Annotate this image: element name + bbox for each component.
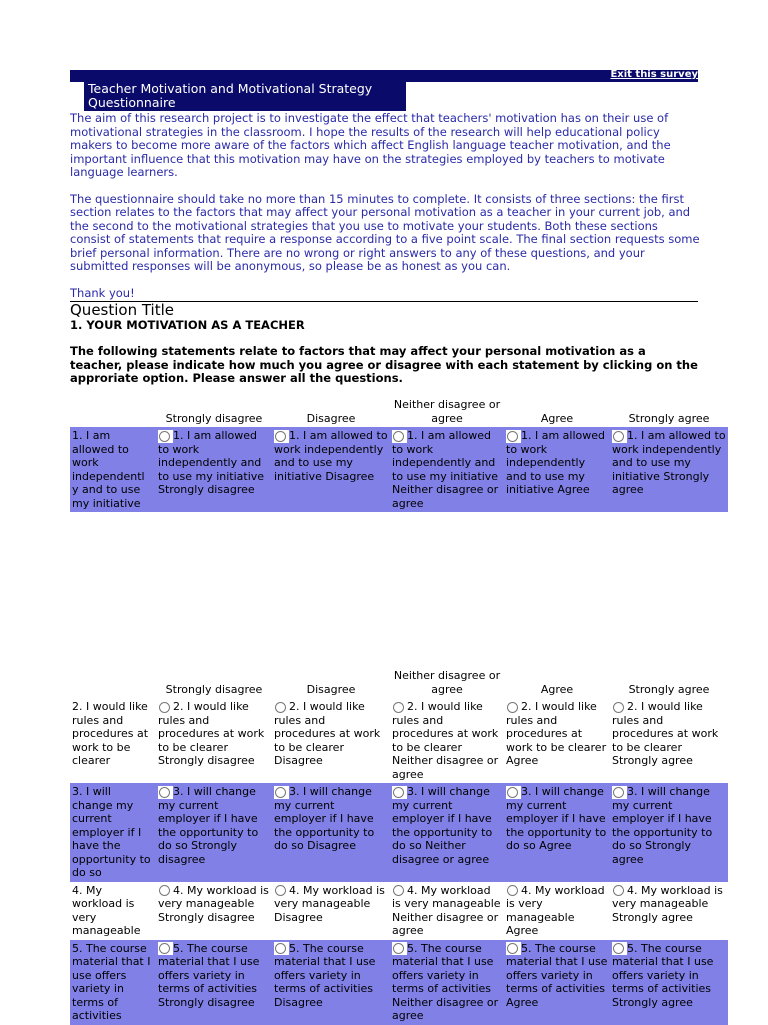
option-label: 1. I am allowed to work independently and to use my initiative Agree: [506, 429, 606, 496]
option-label: 4. My workload is very manageable Strongly agree: [612, 883, 723, 924]
scale-header: Agree: [540, 411, 574, 425]
option-label: 5. The course material that I use offers variety in terms of activities Disagree: [274, 941, 376, 1009]
radio-wrapper: [506, 430, 521, 443]
answer-option[interactable]: [610, 783, 728, 882]
intro-paragraph-1: The aim of this research project is to investigate the effect that teachers' motivation has on their use of motivational strategies in the classroom. I hope the results of the research will help educational policy makers to become more aware of the factors which affect English language teacher motivation, and the important influence that this motivation may have on the strategies employed by teachers to motivate language learners.: [70, 111, 671, 179]
radio-button[interactable]: [393, 431, 404, 442]
radio-button[interactable]: [507, 787, 518, 798]
scale-header: Strongly agree: [628, 411, 710, 425]
answer-option[interactable]: [272, 940, 390, 1025]
option-label: 4. My workload is very manageable Neither disagree or agree: [392, 883, 501, 937]
scale-header: Agree: [540, 682, 574, 696]
radio-button[interactable]: [159, 943, 170, 954]
option-label: 2. I would like rules and procedures at work to be clearer Disagree: [274, 700, 381, 767]
option-label: 1. I am allowed to work independently and to use my initiative Strongly agree: [612, 429, 726, 496]
answer-option[interactable]: [390, 698, 504, 783]
question-row: [70, 698, 728, 783]
option-label: 3. I will change my current employer if I have the opportunity to do so Strongly agree: [612, 785, 713, 866]
scale-header: Disagree: [306, 411, 356, 425]
radio-wrapper: [392, 430, 407, 443]
scale-header: Disagree: [306, 682, 356, 696]
answer-option[interactable]: [156, 783, 272, 882]
radio-button[interactable]: [613, 885, 624, 896]
option-label: 1. I am allowed to work independently and to use my initiative Strongly disagree: [158, 429, 265, 496]
scale-header: Neither disagree or agree: [393, 398, 501, 425]
answer-option[interactable]: [272, 783, 390, 882]
radio-wrapper: [506, 701, 521, 714]
radio-wrapper: [612, 701, 627, 714]
radio-button[interactable]: [159, 787, 170, 798]
option-label: 5. The course material that I use offers variety in terms of activities Strongly agree: [612, 941, 714, 1009]
radio-wrapper: [158, 786, 173, 799]
intro-thanks: Thank you!: [70, 285, 135, 300]
radio-button[interactable]: [613, 787, 624, 798]
question-row: [70, 940, 728, 1025]
answer-option[interactable]: [272, 427, 390, 512]
radio-wrapper: [612, 942, 627, 955]
answer-option[interactable]: [156, 882, 272, 940]
question-row: [70, 783, 728, 882]
option-label: 3. I will change my current employer if I have the opportunity to do so Neither disagree or agree: [392, 785, 493, 866]
question-instructions: The following statements relate to factors that may affect your personal motivation as a teacher, please indicate how much you agree or disagree with each statement by clicking on the approriate option. Please answer all the questions.: [70, 344, 698, 385]
option-label: 3. I will change my current employer if I have the opportunity to do so Strongly disagree: [158, 785, 259, 866]
radio-wrapper: [392, 884, 407, 897]
radio-button[interactable]: [613, 702, 624, 713]
radio-button[interactable]: [159, 885, 170, 896]
answer-option[interactable]: [390, 783, 504, 882]
option-label: 5. The course material that I use offers variety in terms of activities Agree: [506, 941, 608, 1009]
option-label: 5. The course material that I use offers variety in terms of activities Neither disagree or agree: [392, 941, 499, 1022]
radio-wrapper: [392, 942, 407, 955]
question-title: Question Title: [70, 301, 175, 319]
radio-wrapper: [158, 884, 173, 897]
radio-wrapper: [392, 786, 407, 799]
radio-wrapper: [274, 942, 289, 955]
radio-wrapper: [612, 884, 627, 897]
radio-wrapper: [274, 786, 289, 799]
answer-option[interactable]: [272, 698, 390, 783]
option-label: 5. The course material that I use offers variety in terms of activities Strongly disagree: [158, 941, 260, 1009]
answer-option[interactable]: [390, 940, 504, 1025]
answer-option[interactable]: [504, 427, 610, 512]
intro-paragraph-2: The questionnaire should take no more than 15 minutes to complete. It consists of three sections: the first section relates to the factors that may affect your personal motivation as a teacher in your current job, and the second to the motivational strategies that you use to motivate your students. Both these sections consist of statements that require a response according to a five point scale. The final section requests some brief personal information. There are no wrong or right answers to any of these questions, and your submitted responses will be anonymous, so please be as honest as you can.: [70, 191, 700, 273]
scale-header: Strongly disagree: [165, 682, 263, 696]
radio-wrapper: [612, 430, 627, 443]
row-label-header: [70, 664, 156, 698]
radio-wrapper: [158, 942, 173, 955]
radio-wrapper: [612, 786, 627, 799]
radio-button[interactable]: [275, 885, 286, 896]
option-label: 4. My workload is very manageable Agree: [506, 883, 605, 937]
scale-header-row: [70, 393, 728, 427]
question-label: 1. I am allowed to work independentl y and to use my initiative: [70, 427, 156, 512]
question-label: 4. My workload is very manageable: [70, 882, 156, 940]
scale-header: Strongly disagree: [165, 411, 263, 425]
radio-button[interactable]: [159, 431, 170, 442]
answer-option[interactable]: [390, 882, 504, 940]
radio-wrapper: [274, 430, 289, 443]
section-heading: 1. YOUR MOTIVATION AS A TEACHER: [70, 318, 305, 332]
radio-button[interactable]: [275, 431, 286, 442]
radio-wrapper: [158, 430, 173, 443]
option-label: 3. I will change my current employer if I have the opportunity to do so Agree: [506, 785, 607, 852]
question-label: 5. The course material that I use offers variety in terms of activities: [70, 940, 156, 1025]
option-label: 2. I would like rules and procedures at work to be clearer Agree: [506, 700, 607, 767]
radio-wrapper: [506, 942, 521, 955]
answer-option[interactable]: [504, 882, 610, 940]
intro-text: [70, 112, 700, 313]
radio-wrapper: [392, 701, 407, 714]
radio-button[interactable]: [159, 702, 170, 713]
radio-wrapper: [274, 884, 289, 897]
radio-button[interactable]: [275, 702, 286, 713]
radio-button[interactable]: [613, 943, 624, 954]
radio-button[interactable]: [275, 787, 286, 798]
answer-option[interactable]: [504, 940, 610, 1025]
radio-button[interactable]: [507, 943, 518, 954]
radio-button[interactable]: [507, 431, 518, 442]
radio-wrapper: [506, 884, 521, 897]
radio-wrapper: [506, 786, 521, 799]
radio-button[interactable]: [393, 943, 404, 954]
answer-option[interactable]: [156, 940, 272, 1025]
question-row: [70, 882, 728, 940]
option-label: 4. My workload is very manageable Strongly disagree: [158, 883, 269, 924]
option-label: 2. I would like rules and procedures at work to be clearer Neither disagree or agree: [392, 700, 499, 781]
scale-header: Strongly agree: [628, 682, 710, 696]
option-label: 1. I am allowed to work independently and to use my initiative Neither disagree or agree: [392, 429, 499, 510]
question-row: [70, 427, 728, 512]
radio-button[interactable]: [507, 885, 518, 896]
answer-option[interactable]: [610, 698, 728, 783]
survey-title: Teacher Motivation and Motivational Strategy Questionnaire: [84, 82, 406, 111]
question-label: 3. I will change my current employer if I have the opportunity to do so: [70, 783, 156, 882]
rating-matrix-1: [70, 393, 728, 512]
answer-option[interactable]: [610, 882, 728, 940]
radio-button[interactable]: [613, 431, 624, 442]
radio-button[interactable]: [393, 787, 404, 798]
answer-option[interactable]: [156, 698, 272, 783]
answer-option[interactable]: [610, 940, 728, 1025]
row-label-header: [70, 393, 156, 427]
radio-button[interactable]: [393, 885, 404, 896]
exit-survey-link[interactable]: Exit this survey: [610, 69, 698, 80]
radio-wrapper: [158, 701, 173, 714]
option-label: 1. I am allowed to work independently and to use my initiative Disagree: [274, 429, 388, 483]
scale-header-row: [70, 664, 728, 698]
answer-option[interactable]: [156, 427, 272, 512]
question-label: 2. I would like rules and procedures at work to be clearer: [70, 698, 156, 783]
answer-option[interactable]: [504, 783, 610, 882]
option-label: 4. My workload is very manageable Disagree: [274, 883, 385, 924]
answer-option[interactable]: [610, 427, 728, 512]
radio-button[interactable]: [393, 702, 404, 713]
option-label: 2. I would like rules and procedures at work to be clearer Strongly agree: [612, 700, 719, 767]
answer-option[interactable]: [272, 882, 390, 940]
radio-button[interactable]: [275, 943, 286, 954]
scale-header: Neither disagree or agree: [393, 669, 501, 696]
option-label: 2. I would like rules and procedures at work to be clearer Strongly disagree: [158, 700, 265, 767]
answer-option[interactable]: [390, 427, 504, 512]
radio-wrapper: [274, 701, 289, 714]
radio-button[interactable]: [507, 702, 518, 713]
option-label: 3. I will change my current employer if I have the opportunity to do so Disagree: [274, 785, 375, 852]
answer-option[interactable]: [504, 698, 610, 783]
rating-matrix-2: [70, 664, 728, 1025]
